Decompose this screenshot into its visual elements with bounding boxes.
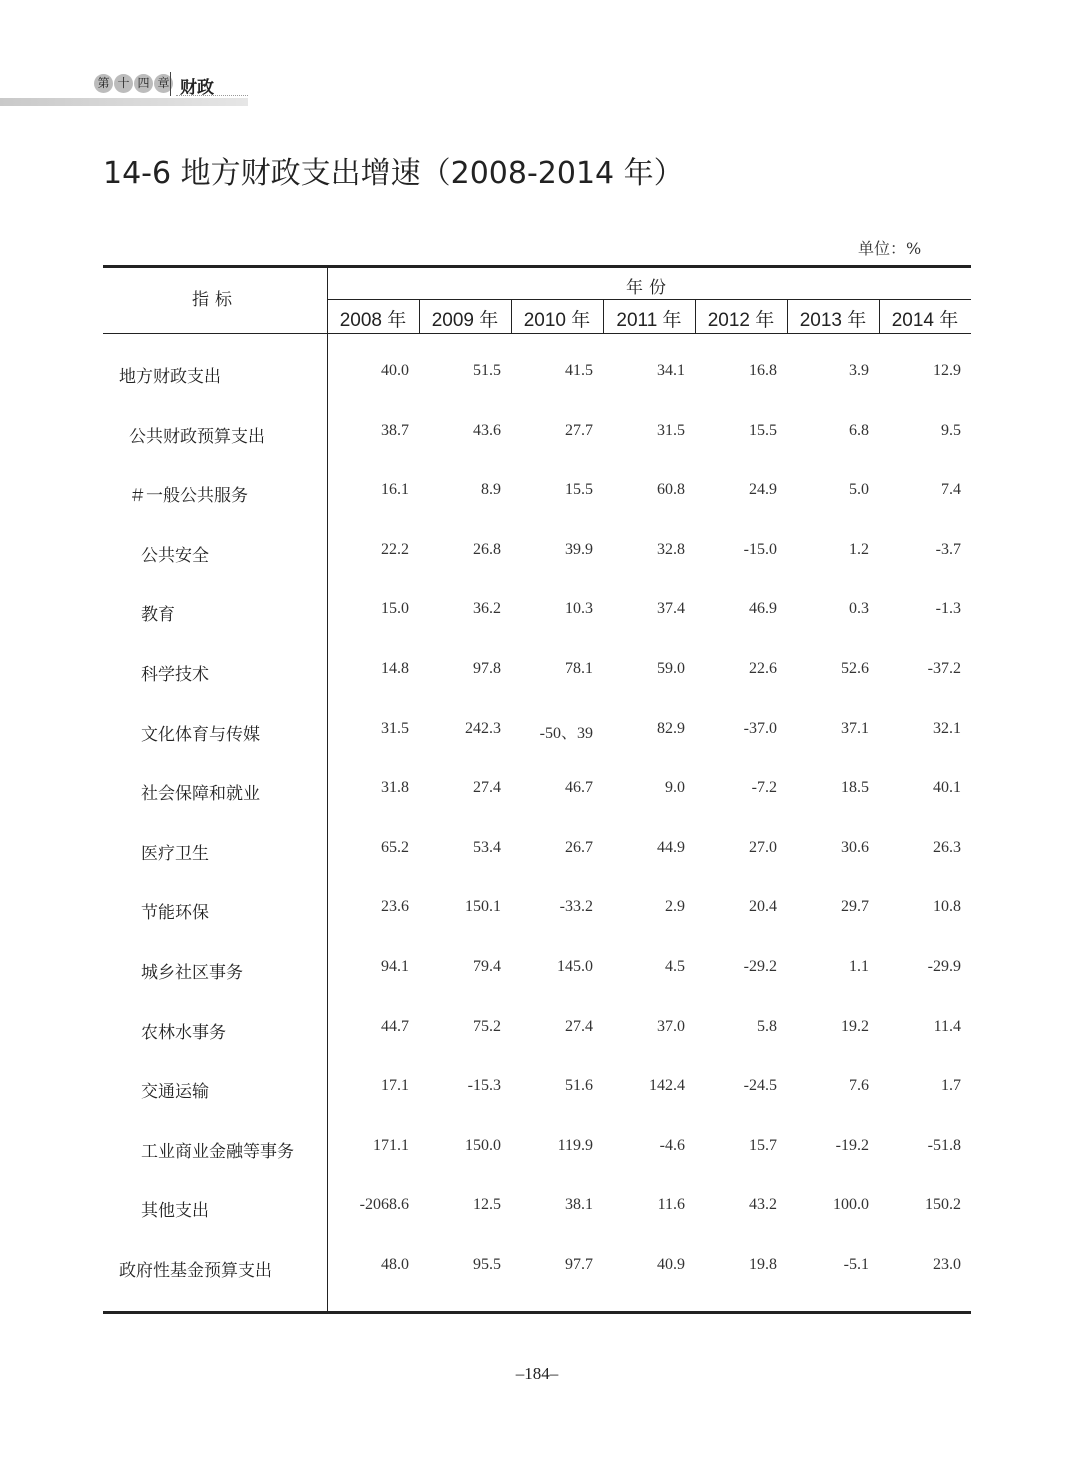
value-cell: 44.7 bbox=[381, 1018, 409, 1035]
chapter-char: 章 bbox=[154, 74, 173, 93]
value-cell: 27.0 bbox=[749, 839, 777, 856]
table-header-rule bbox=[103, 333, 971, 334]
value-cell: 15.7 bbox=[749, 1137, 777, 1154]
value-cell: 97.7 bbox=[565, 1256, 593, 1273]
value-cell: 119.9 bbox=[557, 1137, 593, 1154]
value-cell: 150.0 bbox=[465, 1137, 501, 1154]
value-cell: 5.0 bbox=[849, 481, 869, 498]
value-cell: 41.5 bbox=[565, 362, 593, 379]
value-cell: 38.1 bbox=[565, 1196, 593, 1213]
value-cell: 31.5 bbox=[657, 422, 685, 439]
value-cell: 34.1 bbox=[657, 362, 685, 379]
year-header-cell: 2014 年 bbox=[891, 310, 959, 331]
value-cell: 51.6 bbox=[565, 1077, 593, 1094]
value-cell: 18.5 bbox=[841, 779, 869, 796]
value-cell: 10.8 bbox=[933, 898, 961, 915]
row-label: 地方财政支出 bbox=[119, 367, 221, 387]
value-cell: 150.2 bbox=[925, 1196, 961, 1213]
value-cell: 11.4 bbox=[933, 1018, 961, 1035]
value-cell: 46.7 bbox=[565, 779, 593, 796]
year-column-separator bbox=[511, 299, 512, 333]
value-cell: 79.4 bbox=[473, 958, 501, 975]
value-cell: 43.6 bbox=[473, 422, 501, 439]
value-cell: -2068.6 bbox=[359, 1196, 409, 1213]
year-header-cell: 2013 年 bbox=[799, 310, 867, 331]
table-row bbox=[103, 898, 971, 928]
value-cell: 44.9 bbox=[657, 839, 685, 856]
table-row bbox=[103, 600, 971, 630]
value-cell: 38.7 bbox=[381, 422, 409, 439]
table-row bbox=[103, 1196, 971, 1226]
value-cell: 29.7 bbox=[841, 898, 869, 915]
value-cell: 60.8 bbox=[657, 481, 685, 498]
table-row bbox=[103, 1077, 971, 1107]
value-cell: 242.3 bbox=[465, 720, 501, 737]
value-cell: 52.6 bbox=[841, 660, 869, 677]
row-label: 公共财政预算支出 bbox=[129, 427, 265, 447]
value-cell: 39.9 bbox=[565, 541, 593, 558]
page-title: 14-6 地方财政支出增速（2008-2014 年） bbox=[103, 156, 684, 191]
row-label: 交通运输 bbox=[141, 1082, 209, 1102]
table-row bbox=[103, 541, 971, 571]
year-header-cell: 2008 年 bbox=[339, 310, 407, 331]
value-cell: 1.1 bbox=[849, 958, 869, 975]
year-column-separator bbox=[419, 299, 420, 333]
value-cell: 59.0 bbox=[657, 660, 685, 677]
row-label: 教育 bbox=[141, 605, 175, 625]
value-cell: 14.8 bbox=[381, 660, 409, 677]
value-cell: 26.3 bbox=[933, 839, 961, 856]
value-cell: -4.6 bbox=[659, 1137, 685, 1154]
row-label: 社会保障和就业 bbox=[141, 784, 260, 804]
value-cell: 7.4 bbox=[941, 481, 961, 498]
value-cell: 0.3 bbox=[849, 600, 869, 617]
row-label: ＃一般公共服务 bbox=[129, 486, 248, 506]
table-row bbox=[103, 779, 971, 809]
value-cell: 16.8 bbox=[749, 362, 777, 379]
value-cell: 26.8 bbox=[473, 541, 501, 558]
value-cell: -15.0 bbox=[743, 541, 777, 558]
value-cell: 95.5 bbox=[473, 1256, 501, 1273]
table-row bbox=[103, 362, 971, 392]
value-cell: 1.7 bbox=[941, 1077, 961, 1094]
value-cell: 26.7 bbox=[565, 839, 593, 856]
value-cell: 75.2 bbox=[473, 1018, 501, 1035]
table-row bbox=[103, 422, 971, 452]
value-cell: 97.8 bbox=[473, 660, 501, 677]
value-cell: 19.2 bbox=[841, 1018, 869, 1035]
value-cell: 100.0 bbox=[833, 1196, 869, 1213]
value-cell: 22.2 bbox=[381, 541, 409, 558]
value-cell: 15.5 bbox=[565, 481, 593, 498]
value-cell: -19.2 bbox=[835, 1137, 869, 1154]
year-header-cell: 2009 年 bbox=[431, 310, 499, 331]
data-table bbox=[103, 265, 971, 1315]
value-cell: 171.1 bbox=[373, 1137, 409, 1154]
value-cell: 19.8 bbox=[749, 1256, 777, 1273]
value-cell: 150.1 bbox=[465, 898, 501, 915]
value-cell: -37.0 bbox=[743, 720, 777, 737]
value-cell: 78.1 bbox=[565, 660, 593, 677]
value-cell: 145.0 bbox=[557, 958, 593, 975]
table-row bbox=[103, 958, 971, 988]
chapter-separator bbox=[170, 72, 171, 96]
value-cell: 16.1 bbox=[381, 481, 409, 498]
value-cell: 8.9 bbox=[481, 481, 501, 498]
chapter-name: 财政 bbox=[180, 78, 214, 98]
chapter-char: 十 bbox=[114, 74, 133, 93]
value-cell: -15.3 bbox=[467, 1077, 501, 1094]
row-label: 农林水事务 bbox=[141, 1023, 226, 1043]
chapter-marker bbox=[94, 74, 173, 93]
table-row bbox=[103, 1256, 971, 1286]
value-cell: 48.0 bbox=[381, 1256, 409, 1273]
value-cell: 10.3 bbox=[565, 600, 593, 617]
value-cell: 40.9 bbox=[657, 1256, 685, 1273]
value-cell: 27.4 bbox=[473, 779, 501, 796]
row-label: 其他支出 bbox=[141, 1201, 209, 1221]
year-column-separator bbox=[603, 299, 604, 333]
chapter-char: 第 bbox=[94, 74, 113, 93]
value-cell: 15.0 bbox=[381, 600, 409, 617]
value-cell: 40.0 bbox=[381, 362, 409, 379]
value-cell: 31.8 bbox=[381, 779, 409, 796]
value-cell: -5.1 bbox=[843, 1256, 869, 1273]
row-label: 公共安全 bbox=[141, 546, 209, 566]
value-cell: 24.9 bbox=[749, 481, 777, 498]
value-cell: -24.5 bbox=[743, 1077, 777, 1094]
value-cell: 94.1 bbox=[381, 958, 409, 975]
year-header-cell: 2011 年 bbox=[616, 310, 682, 331]
value-cell: -37.2 bbox=[927, 660, 961, 677]
value-cell: -50、39 bbox=[539, 725, 593, 742]
value-cell: 37.1 bbox=[841, 720, 869, 737]
unit-label: 单位：% bbox=[858, 239, 922, 258]
value-cell: 30.6 bbox=[841, 839, 869, 856]
table-row bbox=[103, 720, 971, 750]
row-label: 文化体育与传媒 bbox=[141, 725, 260, 745]
value-cell: 27.4 bbox=[565, 1018, 593, 1035]
row-label: 工业商业金融等事务 bbox=[141, 1142, 294, 1162]
year-column-separator bbox=[879, 299, 880, 333]
value-cell: 65.2 bbox=[381, 839, 409, 856]
value-cell: 2.9 bbox=[665, 898, 685, 915]
value-cell: 20.4 bbox=[749, 898, 777, 915]
value-cell: 12.9 bbox=[933, 362, 961, 379]
value-cell: 40.1 bbox=[933, 779, 961, 796]
value-cell: -3.7 bbox=[935, 541, 961, 558]
value-cell: 7.6 bbox=[849, 1077, 869, 1094]
value-cell: 46.9 bbox=[749, 600, 777, 617]
value-cell: 3.9 bbox=[849, 362, 869, 379]
row-label: 医疗卫生 bbox=[141, 844, 209, 864]
value-cell: 6.8 bbox=[849, 422, 869, 439]
year-header-cell: 2010 年 bbox=[523, 310, 591, 331]
value-cell: 4.5 bbox=[665, 958, 685, 975]
value-cell: 1.2 bbox=[849, 541, 869, 558]
year-column-separator bbox=[695, 299, 696, 333]
year-group-header: 年份 bbox=[626, 278, 672, 298]
value-cell: 32.8 bbox=[657, 541, 685, 558]
value-cell: 37.4 bbox=[657, 600, 685, 617]
value-cell: 53.4 bbox=[473, 839, 501, 856]
page-number: –184– bbox=[515, 1364, 559, 1383]
value-cell: 23.6 bbox=[381, 898, 409, 915]
value-cell: 31.5 bbox=[381, 720, 409, 737]
value-cell: 51.5 bbox=[473, 362, 501, 379]
value-cell: 82.9 bbox=[657, 720, 685, 737]
row-label: 城乡社区事务 bbox=[141, 963, 243, 983]
table-row bbox=[103, 1018, 971, 1048]
row-label: 政府性基金预算支出 bbox=[119, 1261, 272, 1281]
table-top-rule bbox=[103, 265, 971, 268]
year-group-rule bbox=[327, 299, 971, 300]
value-cell: 37.0 bbox=[657, 1018, 685, 1035]
value-cell: -29.2 bbox=[743, 958, 777, 975]
year-header-cell: 2012 年 bbox=[707, 310, 775, 331]
value-cell: -29.9 bbox=[927, 958, 961, 975]
value-cell: 11.6 bbox=[657, 1196, 685, 1213]
value-cell: 23.0 bbox=[933, 1256, 961, 1273]
chapter-char: 四 bbox=[134, 74, 153, 93]
chapter-header-bar bbox=[0, 98, 248, 106]
value-cell: -1.3 bbox=[935, 600, 961, 617]
value-cell: -33.2 bbox=[559, 898, 593, 915]
table-row bbox=[103, 839, 971, 869]
indicator-column-header: 指标 bbox=[192, 290, 238, 310]
table-row bbox=[103, 660, 971, 690]
value-cell: 5.8 bbox=[757, 1018, 777, 1035]
year-column-separator bbox=[787, 299, 788, 333]
row-label: 节能环保 bbox=[141, 903, 209, 923]
value-cell: 22.6 bbox=[749, 660, 777, 677]
value-cell: 12.5 bbox=[473, 1196, 501, 1213]
value-cell: -7.2 bbox=[751, 779, 777, 796]
table-row bbox=[103, 1137, 971, 1167]
row-label: 科学技术 bbox=[141, 665, 209, 685]
value-cell: 27.7 bbox=[565, 422, 593, 439]
value-cell: 9.5 bbox=[941, 422, 961, 439]
value-cell: 43.2 bbox=[749, 1196, 777, 1213]
value-cell: -51.8 bbox=[927, 1137, 961, 1154]
value-cell: 32.1 bbox=[933, 720, 961, 737]
value-cell: 15.5 bbox=[749, 422, 777, 439]
value-cell: 9.0 bbox=[665, 779, 685, 796]
table-bottom-rule bbox=[103, 1311, 971, 1314]
value-cell: 142.4 bbox=[649, 1077, 685, 1094]
value-cell: 17.1 bbox=[381, 1077, 409, 1094]
table-row bbox=[103, 481, 971, 511]
value-cell: 36.2 bbox=[473, 600, 501, 617]
